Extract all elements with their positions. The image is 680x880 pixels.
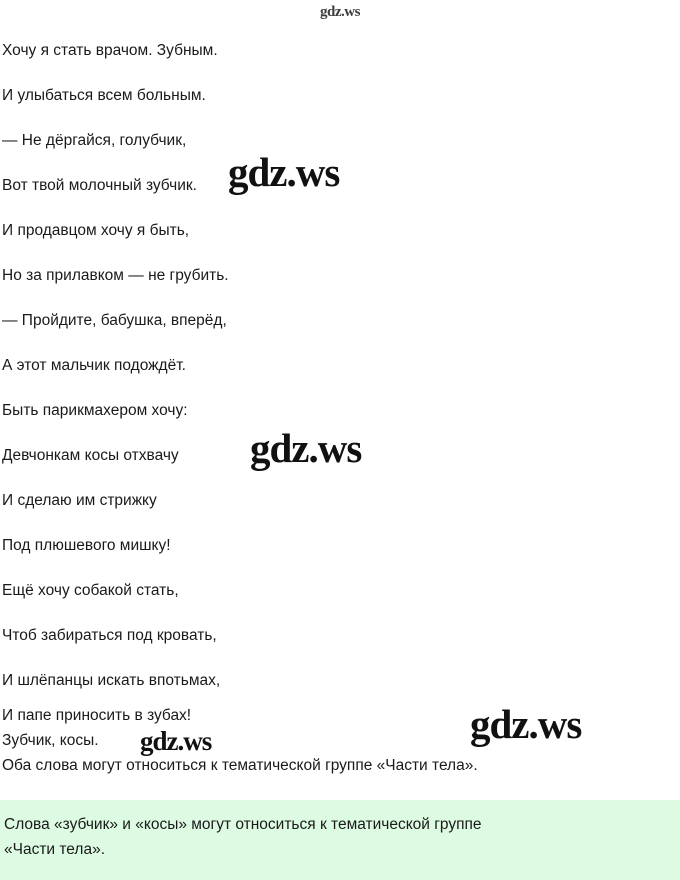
poem-line: — Пройдите, бабушка, вперёд, (2, 311, 227, 329)
answer-line-2: «Части тела». (4, 841, 106, 858)
poem-line: Девчонкам косы отхвачу (2, 446, 179, 464)
answer-words: Зубчик, косы. (2, 731, 99, 749)
watermark-large-1: gdz.ws (228, 149, 340, 195)
poem-body (0, 28, 680, 778)
watermark-large-2: gdz.ws (250, 425, 362, 471)
poem-line: И папе приносить в зубах! (2, 706, 192, 724)
poem-line: И улыбаться всем больным. (2, 86, 206, 104)
watermark-small-1: gdz.ws (140, 726, 212, 756)
answer-line-1: Слова «зубчик» и «косы» могут относиться к тематической группе (4, 816, 482, 833)
answer-statement: Оба слова могут относиться к тематической группе «Части тела». (2, 756, 478, 774)
poem-line: Ещё хочу собакой стать, (2, 581, 179, 599)
poem-line: — Не дёргайся, голубчик, (2, 131, 187, 149)
poem-line: И шлёпанцы искать впотьмах, (2, 671, 221, 689)
poem-line: Быть парикмахером хочу: (2, 401, 188, 419)
poem-line: И сделаю им стрижку (2, 491, 157, 509)
poem-line: Вот твой молочный зубчик. (2, 176, 197, 194)
poem-line: Хочу я стать врачом. Зубным. (2, 41, 218, 59)
poem-line: Но за прилавком — не грубить. (2, 266, 229, 284)
poem-line: Чтоб забираться под кровать, (2, 626, 217, 644)
watermark-top: gdz.ws (320, 4, 360, 20)
poem-line: А этот мальчик подождёт. (2, 356, 186, 374)
watermark-large-3: gdz.ws (470, 701, 582, 747)
poem-line: И продавцом хочу я быть, (2, 221, 190, 239)
answer-highlight-box (0, 800, 680, 880)
poem-line: Под плюшевого мишку! (2, 536, 171, 554)
